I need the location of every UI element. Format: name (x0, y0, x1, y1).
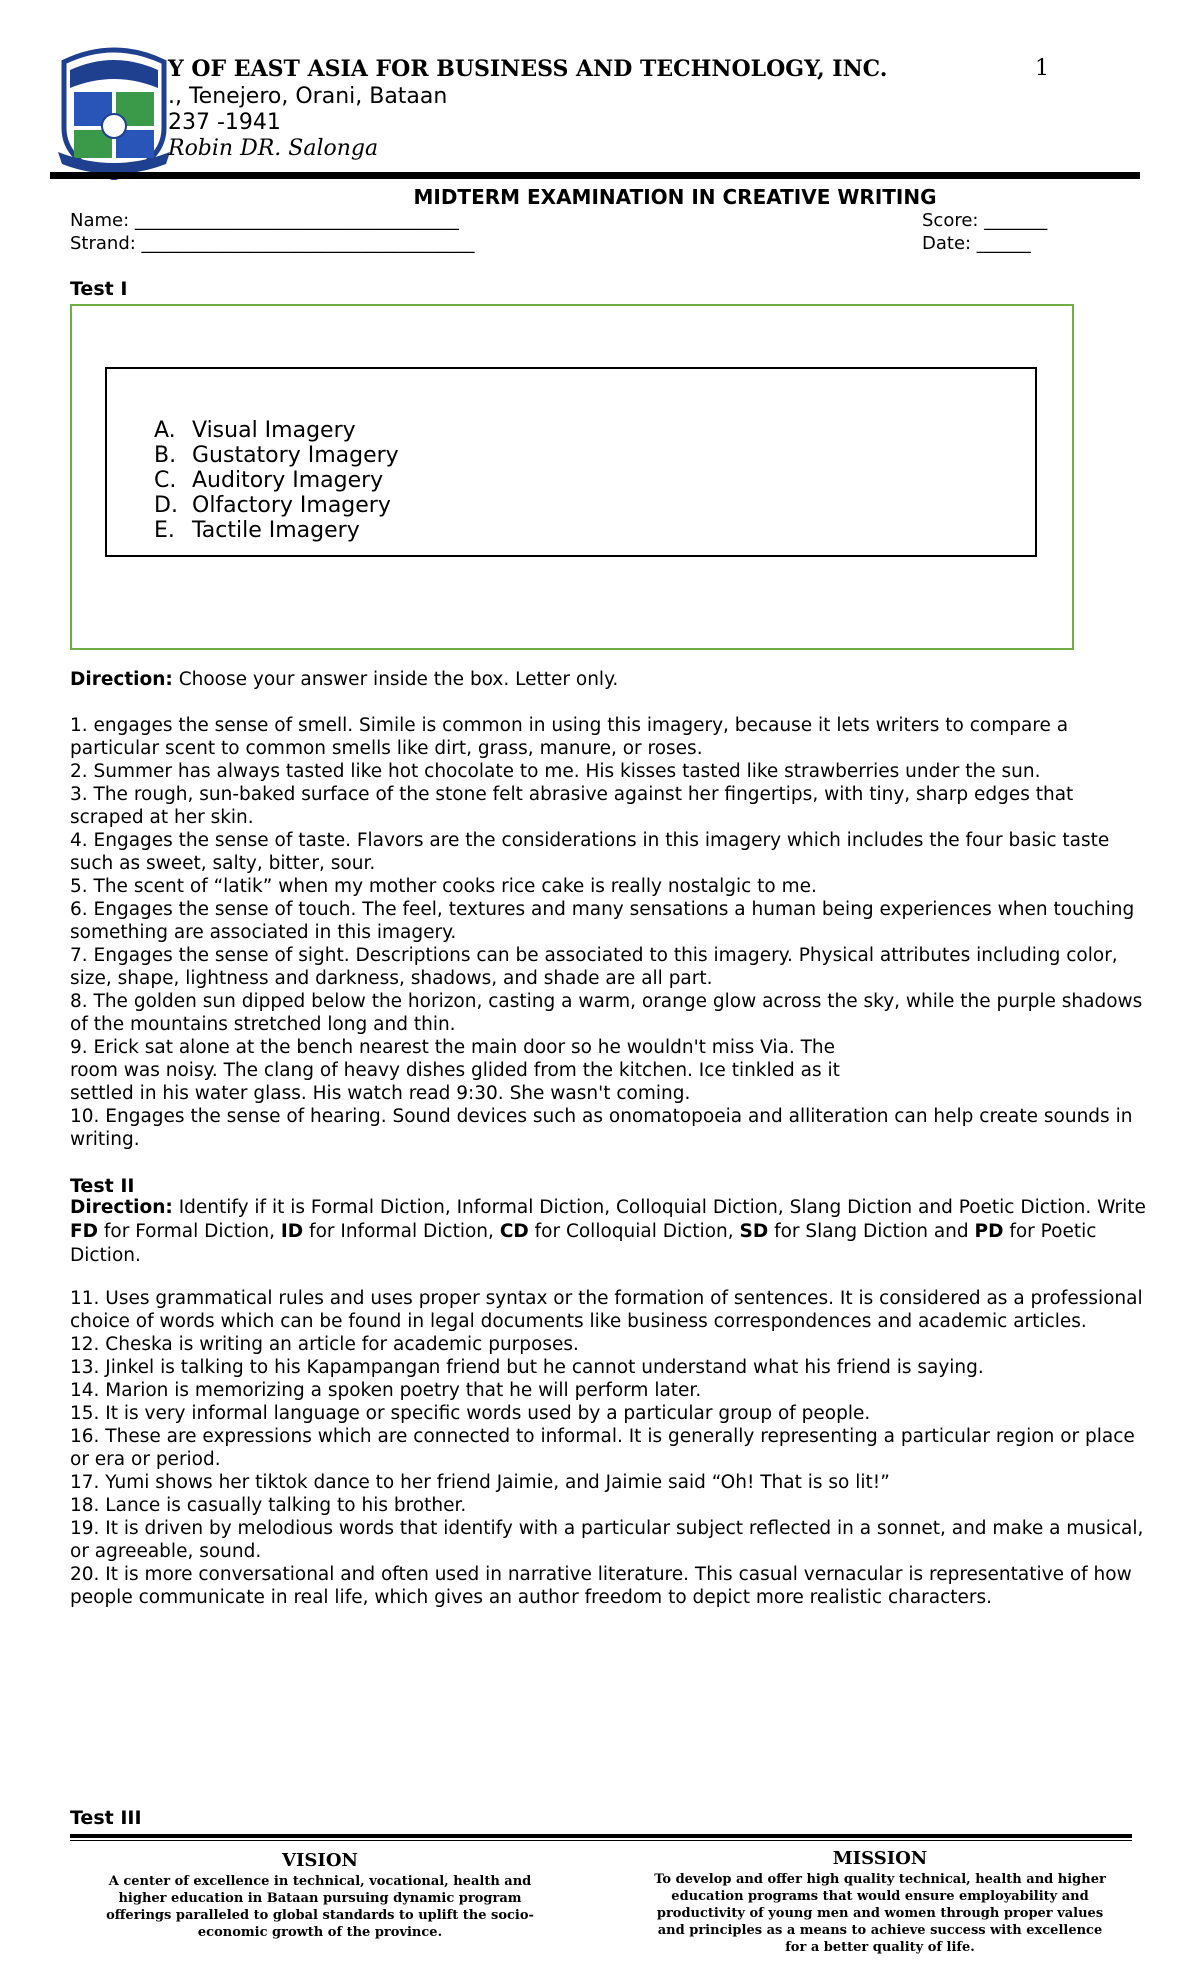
exam-title: MIDTERM EXAMINATION IN CREATIVE WRITING (413, 185, 937, 209)
test2-items (70, 1287, 1150, 1609)
choice-letter: B. (154, 443, 177, 468)
list-item: 3. The rough, sun-baked surface of the stone felt abrasive against her fingertips, with tiny, sharp edges that scraped at her skin. (70, 784, 1074, 828)
code-fd: FD (70, 1221, 98, 1242)
choice-text: Visual Imagery (192, 418, 356, 443)
direction-text: Choose your answer inside the box. Letter only. (172, 669, 619, 690)
list-item: 20. It is more conversational and often used in narrative literature. This casual vernacular is representative of how people communicate in real life, which gives an author freedom to depict more realistic characters. (70, 1564, 1132, 1608)
choice-item (154, 518, 399, 543)
choice-text: Olfactory Imagery (192, 493, 391, 518)
list-item: 18. Lance is casually talking to his brother. (70, 1495, 467, 1516)
choice-letter: C. (154, 468, 177, 493)
strand-field: Strand: _____________________________________ (70, 233, 475, 254)
date-field: Date: ______ (922, 233, 1031, 254)
list-item: 15. It is very informal language or specific words used by a particular group of people. (70, 1403, 871, 1424)
list-item: 9. Erick sat alone at the bench nearest the main door so he wouldn't miss Via. The (70, 1037, 836, 1058)
direction-label: Direction: (70, 669, 173, 690)
direction-text: Identify if it is Formal Diction, Informal Diction, Colloquial Diction, Slang Diction and Poetic Diction. Write (172, 1197, 1146, 1218)
author-name: Robin DR. Salonga (168, 136, 379, 161)
choice-letter: D. (154, 493, 178, 518)
vision-title: VISION (282, 1850, 358, 1871)
code-fd-text: for Formal Diction, (98, 1221, 281, 1242)
list-item: 16. These are expressions which are connected to informal. It is generally representing a particular region or place or era or period. (70, 1426, 1135, 1470)
code-sd-text: for Slang Diction and (768, 1221, 975, 1242)
score-field: Score: _______ (922, 210, 1048, 231)
choice-item (154, 468, 399, 493)
list-item: 8. The golden sun dipped below the horizon, casting a warm, orange glow across the sky, while the purple shadows of the mountains stretched long and thin. (70, 991, 1143, 1035)
choice-text: Tactile Imagery (192, 518, 360, 543)
code-pd-text: for Poetic Diction. (70, 1221, 1097, 1266)
code-id-text: for Informal Diction, (303, 1221, 500, 1242)
mission-title: MISSION (832, 1848, 928, 1869)
code-id: ID (280, 1221, 304, 1242)
test3-heading: Test III (70, 1807, 142, 1829)
choice-item (154, 418, 399, 443)
code-cd: CD (499, 1221, 529, 1242)
test1-items (70, 714, 1150, 1151)
direction-label: Direction: (70, 1197, 173, 1218)
list-item: 1. engages the sense of smell. Simile is common in using this imagery, because it lets writers to compare a particular scent to common smells like dirt, grass, manure, or roses. (70, 715, 1069, 759)
school-address: ., Tenejero, Orani, Bataan (168, 84, 448, 109)
list-item: 17. Yumi shows her tiktok dance to her friend Jaimie, and Jaimie said “Oh! That is so lit!” (70, 1472, 890, 1493)
code-cd-text: for Colloquial Diction, (528, 1221, 740, 1242)
list-item: 6. Engages the sense of touch. The feel, textures and many sensations a human being experiences when touching something are associated in this imagery. (70, 899, 1135, 943)
vision-text: A center of excellence in technical, vocational, health and higher education in Bataan pursuing dynamic program offerings paralleled to global standards to uplift the socio-economic growth of the province. (106, 1874, 534, 1940)
list-item: 5. The scent of “latik” when my mother cooks rice cake is really nostalgic to me. (70, 876, 817, 897)
page-number: 1 (1035, 56, 1049, 81)
list-item: 7. Engages the sense of sight. Descriptions can be associated to this imagery. Physical attributes including color, size, shape, lightness and darkness, shadows, and shade are all part. (70, 945, 1118, 989)
choice-item (154, 493, 399, 518)
school-phone: 237 -1941 (168, 110, 281, 135)
list-item: 14. Marion is memorizing a spoken poetry that he will perform later. (70, 1380, 702, 1401)
test1-heading: Test I (70, 278, 128, 300)
list-item: 2. Summer has always tasted like hot chocolate to me. His kisses tasted like strawberries under the sun. (70, 761, 1041, 782)
school-seal-icon (54, 40, 174, 180)
choice-text: Gustatory Imagery (192, 443, 399, 468)
list-item: settled in his water glass. His watch read 9:30. She wasn't coming. (70, 1083, 691, 1104)
choice-list (154, 418, 399, 543)
code-sd: SD (739, 1221, 769, 1242)
test2-heading: Test II (70, 1175, 135, 1197)
choice-letter: E. (154, 518, 175, 543)
test2-direction (70, 1196, 1150, 1268)
list-item: 4. Engages the sense of taste. Flavors are the considerations in this imagery which includes the four basic taste such as sweet, salty, bitter, sour. (70, 830, 1110, 874)
header-divider (50, 172, 1140, 179)
list-item: room was noisy. The clang of heavy dishes glided from the kitchen. Ice tinkled as it (70, 1060, 840, 1081)
list-item: 13. Jinkel is talking to his Kapampangan friend but he cannot understand what his friend is saying. (70, 1357, 984, 1378)
list-item: 10. Engages the sense of hearing. Sound devices such as onomatopoeia and alliteration can help create sounds in writing. (70, 1106, 1133, 1150)
footer-divider-thin (70, 1840, 1132, 1841)
test1-direction (70, 669, 618, 690)
choice-item (154, 443, 399, 468)
list-item: 11. Uses grammatical rules and uses proper syntax or the formation of sentences. It is considered as a professional choice of words which can be found in legal documents like business correspondences and academic articles. (70, 1288, 1143, 1332)
choice-letter: A. (154, 418, 176, 443)
name-field: Name: ____________________________________ (70, 210, 459, 231)
choice-text: Auditory Imagery (192, 468, 384, 493)
mission-text: To develop and offer high quality technical, health and higher education programs that would ensure employability and productivity of young men and women through proper values and principles as a means to achieve success with excellence for a better quality of life. (654, 1872, 1106, 1955)
code-pd: PD (974, 1221, 1004, 1242)
school-name: Y OF EAST ASIA FOR BUSINESS AND TECHNOLOGY, INC. (168, 56, 888, 82)
footer-divider (70, 1834, 1132, 1838)
list-item: 12. Cheska is writing an article for academic purposes. (70, 1334, 579, 1355)
list-item: 19. It is driven by melodious words that identify with a particular subject reflected in a sonnet, and make a musical, or agreeable, sound. (70, 1518, 1144, 1562)
